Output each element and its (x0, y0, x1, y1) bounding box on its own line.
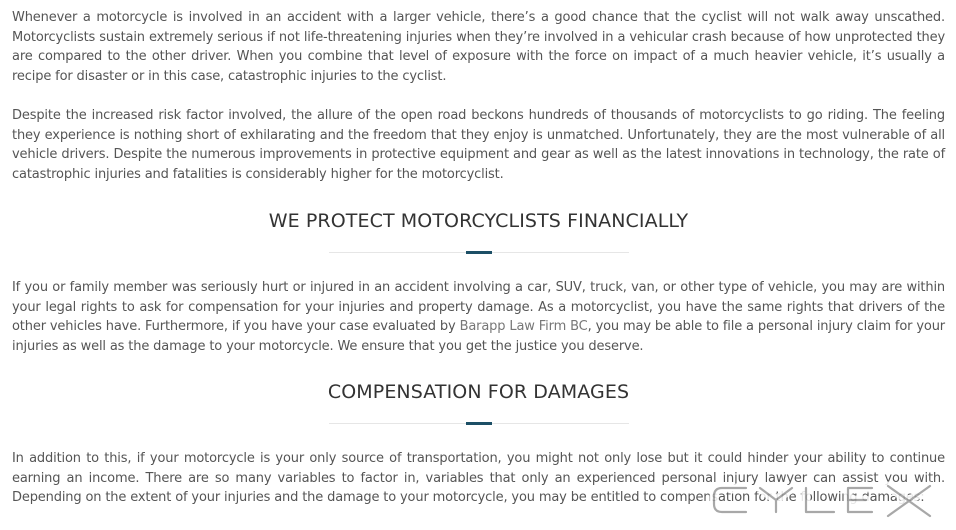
section-divider (329, 242, 629, 262)
divider-accent (466, 422, 492, 425)
section-divider (329, 413, 629, 433)
intro-paragraph-1: Whenever a motorcycle is involved in an accident with a larger vehicle, there’s a good chance that the cyclist will not walk away unscathed. Motorcyclists sustain extremely serious if not life-threatening injuries when they’re involved in a vehicular crash because of how unprotected they are compared to the other driver. When you combine that level of exposure with the force on impact of a much heavier vehicle, it’s usually a recipe for disaster or in this case, catastrophic injuries to the cyclist. (12, 10, 945, 84)
compensation-paragraph: In addition to this, if your motorcycle is your only source of transportation, you might not only lose but it could hinder your ability to continue earning an income. There are so many variables to factor in, variables that only an experienced personal injury lawyer can assist you with. Depending on the extent of your injuries and the damage to your motorcycle, you may be entitled to compensation for the following damages: (12, 451, 945, 505)
financial-paragraph (12, 278, 945, 356)
section-heading-financial: WE PROTECT MOTORCYCLISTS FINANCIALLY (268, 210, 689, 232)
cylex-watermark-logo (708, 478, 944, 522)
financial-text-after-link: , you may be able to file a personal injury claim for your injuries as well as the damage to your motorcycle. We ensure that you get the justice you deserve. (12, 319, 945, 354)
financial-text-before-link: If you or family member was seriously hurt or injured in an accident involving a car, SUV, truck, van, or other type of vehicle, you may are within your legal rights to ask for compensation for your injuries and property damage. As a motorcyclist, you have the same rights that drivers of the other vehicles have. Furthermore, if you have your case evaluated by (12, 280, 945, 334)
section-heading-compensation: COMPENSATION FOR DAMAGES (327, 381, 630, 403)
intro-paragraph-2: Despite the increased risk factor involved, the allure of the open road beckons hundreds of thousands of motorcyclists to go riding. The feeling they experience is nothing short of exhilarating and the freedom that they enjoy is unmatched. Unfortunately, they are the most vulnerable of all vehicle drivers. Despite the numerous improvements in protective equipment and gear as well as the latest innovations in technology, the rate of catastrophic injuries and fatalities is considerably higher for the motorcyclist. (12, 108, 945, 182)
divider-accent (466, 251, 492, 254)
article-content (12, 8, 945, 508)
law-firm-link[interactable]: Barapp Law Firm BC (459, 319, 588, 334)
